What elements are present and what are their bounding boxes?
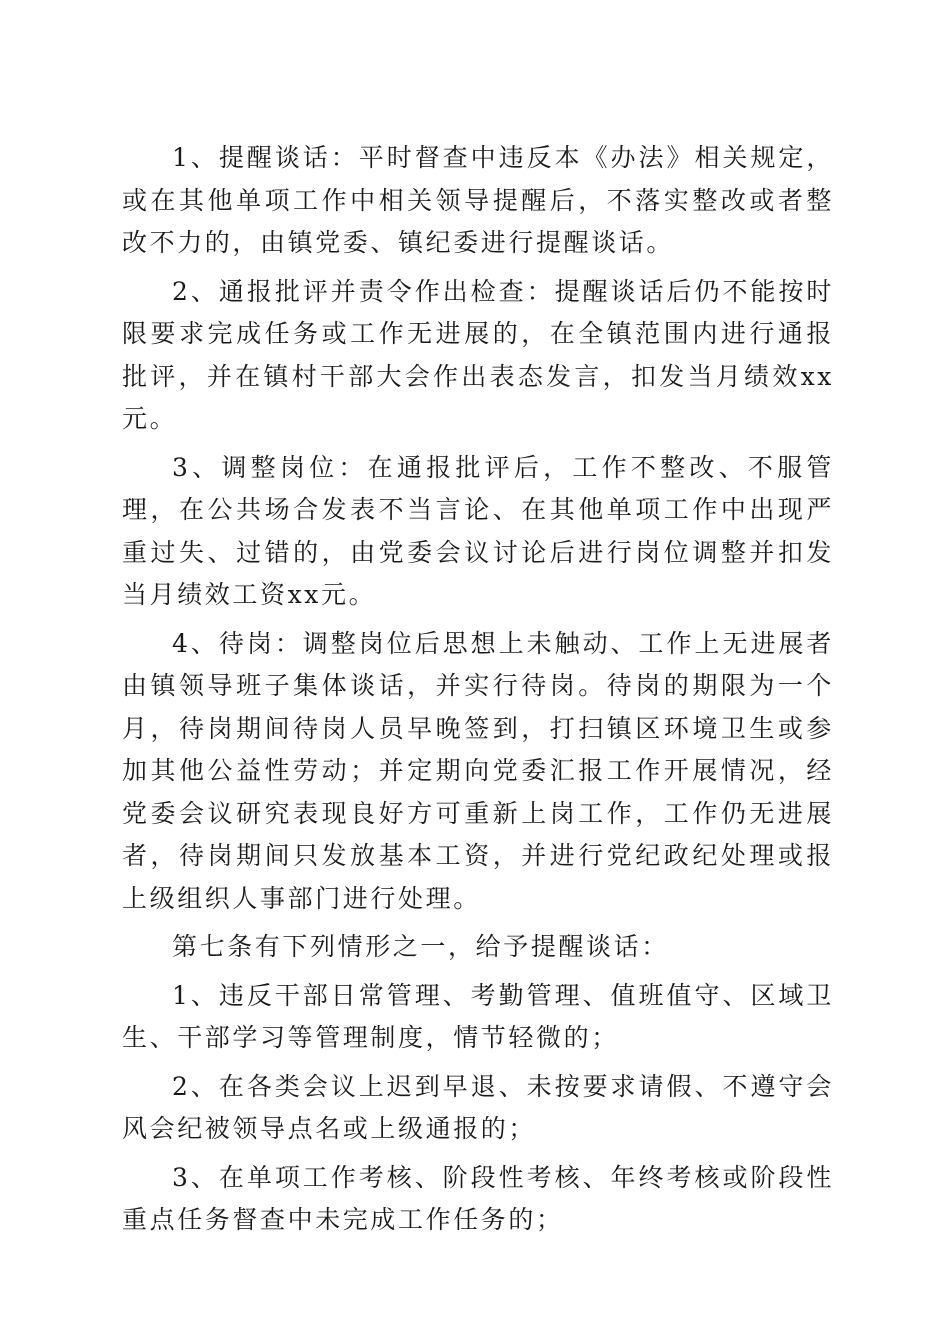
- paragraph-item-1: 1、违反干部日常管理、考勤管理、值班值守、区域卫生、干部学习等管理制度，情节轻微的；: [122, 980, 834, 1052]
- paragraph-item-2: 2、在各类会议上迟到早退、未按要求请假、不遵守会风会纪被领导点名或上级通报的；: [122, 1071, 834, 1143]
- paragraph-adjust-position: 3、调整岗位：在通报批评后，工作不整改、不服管理，在公共场合发表不当言论、在其他单项工作中出现严重过失、过错的，由党委会议讨论后进行岗位调整并扣发当月绩效工资xx元。: [122, 452, 834, 609]
- paragraph-item-3: 3、在单项工作考核、阶段性考核、年终考核或阶段性重点任务督查中未完成工作任务的；: [122, 1162, 834, 1234]
- document-body: [122, 137, 834, 1248]
- paragraph-circulate-criticism: 2、通报批评并责令作出检查：提醒谈话后仍不能按时限要求完成任务或工作无进展的，在全镇范围内进行通报批评，并在镇村干部大会作出表态发言，扣发当月绩效xx元。: [122, 276, 834, 433]
- paragraph-article-seven: 第七条有下列情形之一，给予提醒谈话：: [172, 932, 669, 961]
- paragraph-await-post: 4、待岗：调整岗位后思想上未触动、工作上无进展者由镇领导班子集体谈话，并实行待岗。待岗的期限为一个月，待岗期间待岗人员早晚签到，打扫镇区环境卫生或参加其他公益性劳动；并定期向党委汇报工作开展情况，经党委会议研究表现良好方可重新上岗工作，工作仍无进展者，待岗期间只发放基本工资，并进行党纪政纪处理或报上级组织人事部门进行处理。: [122, 628, 834, 913]
- paragraph-reminder-talk: 1、提醒谈话：平时督查中违反本《办法》相关规定，或在其他单项工作中相关领导提醒后，不落实整改或者整改不力的，由镇党委、镇纪委进行提醒谈话。: [122, 143, 834, 257]
